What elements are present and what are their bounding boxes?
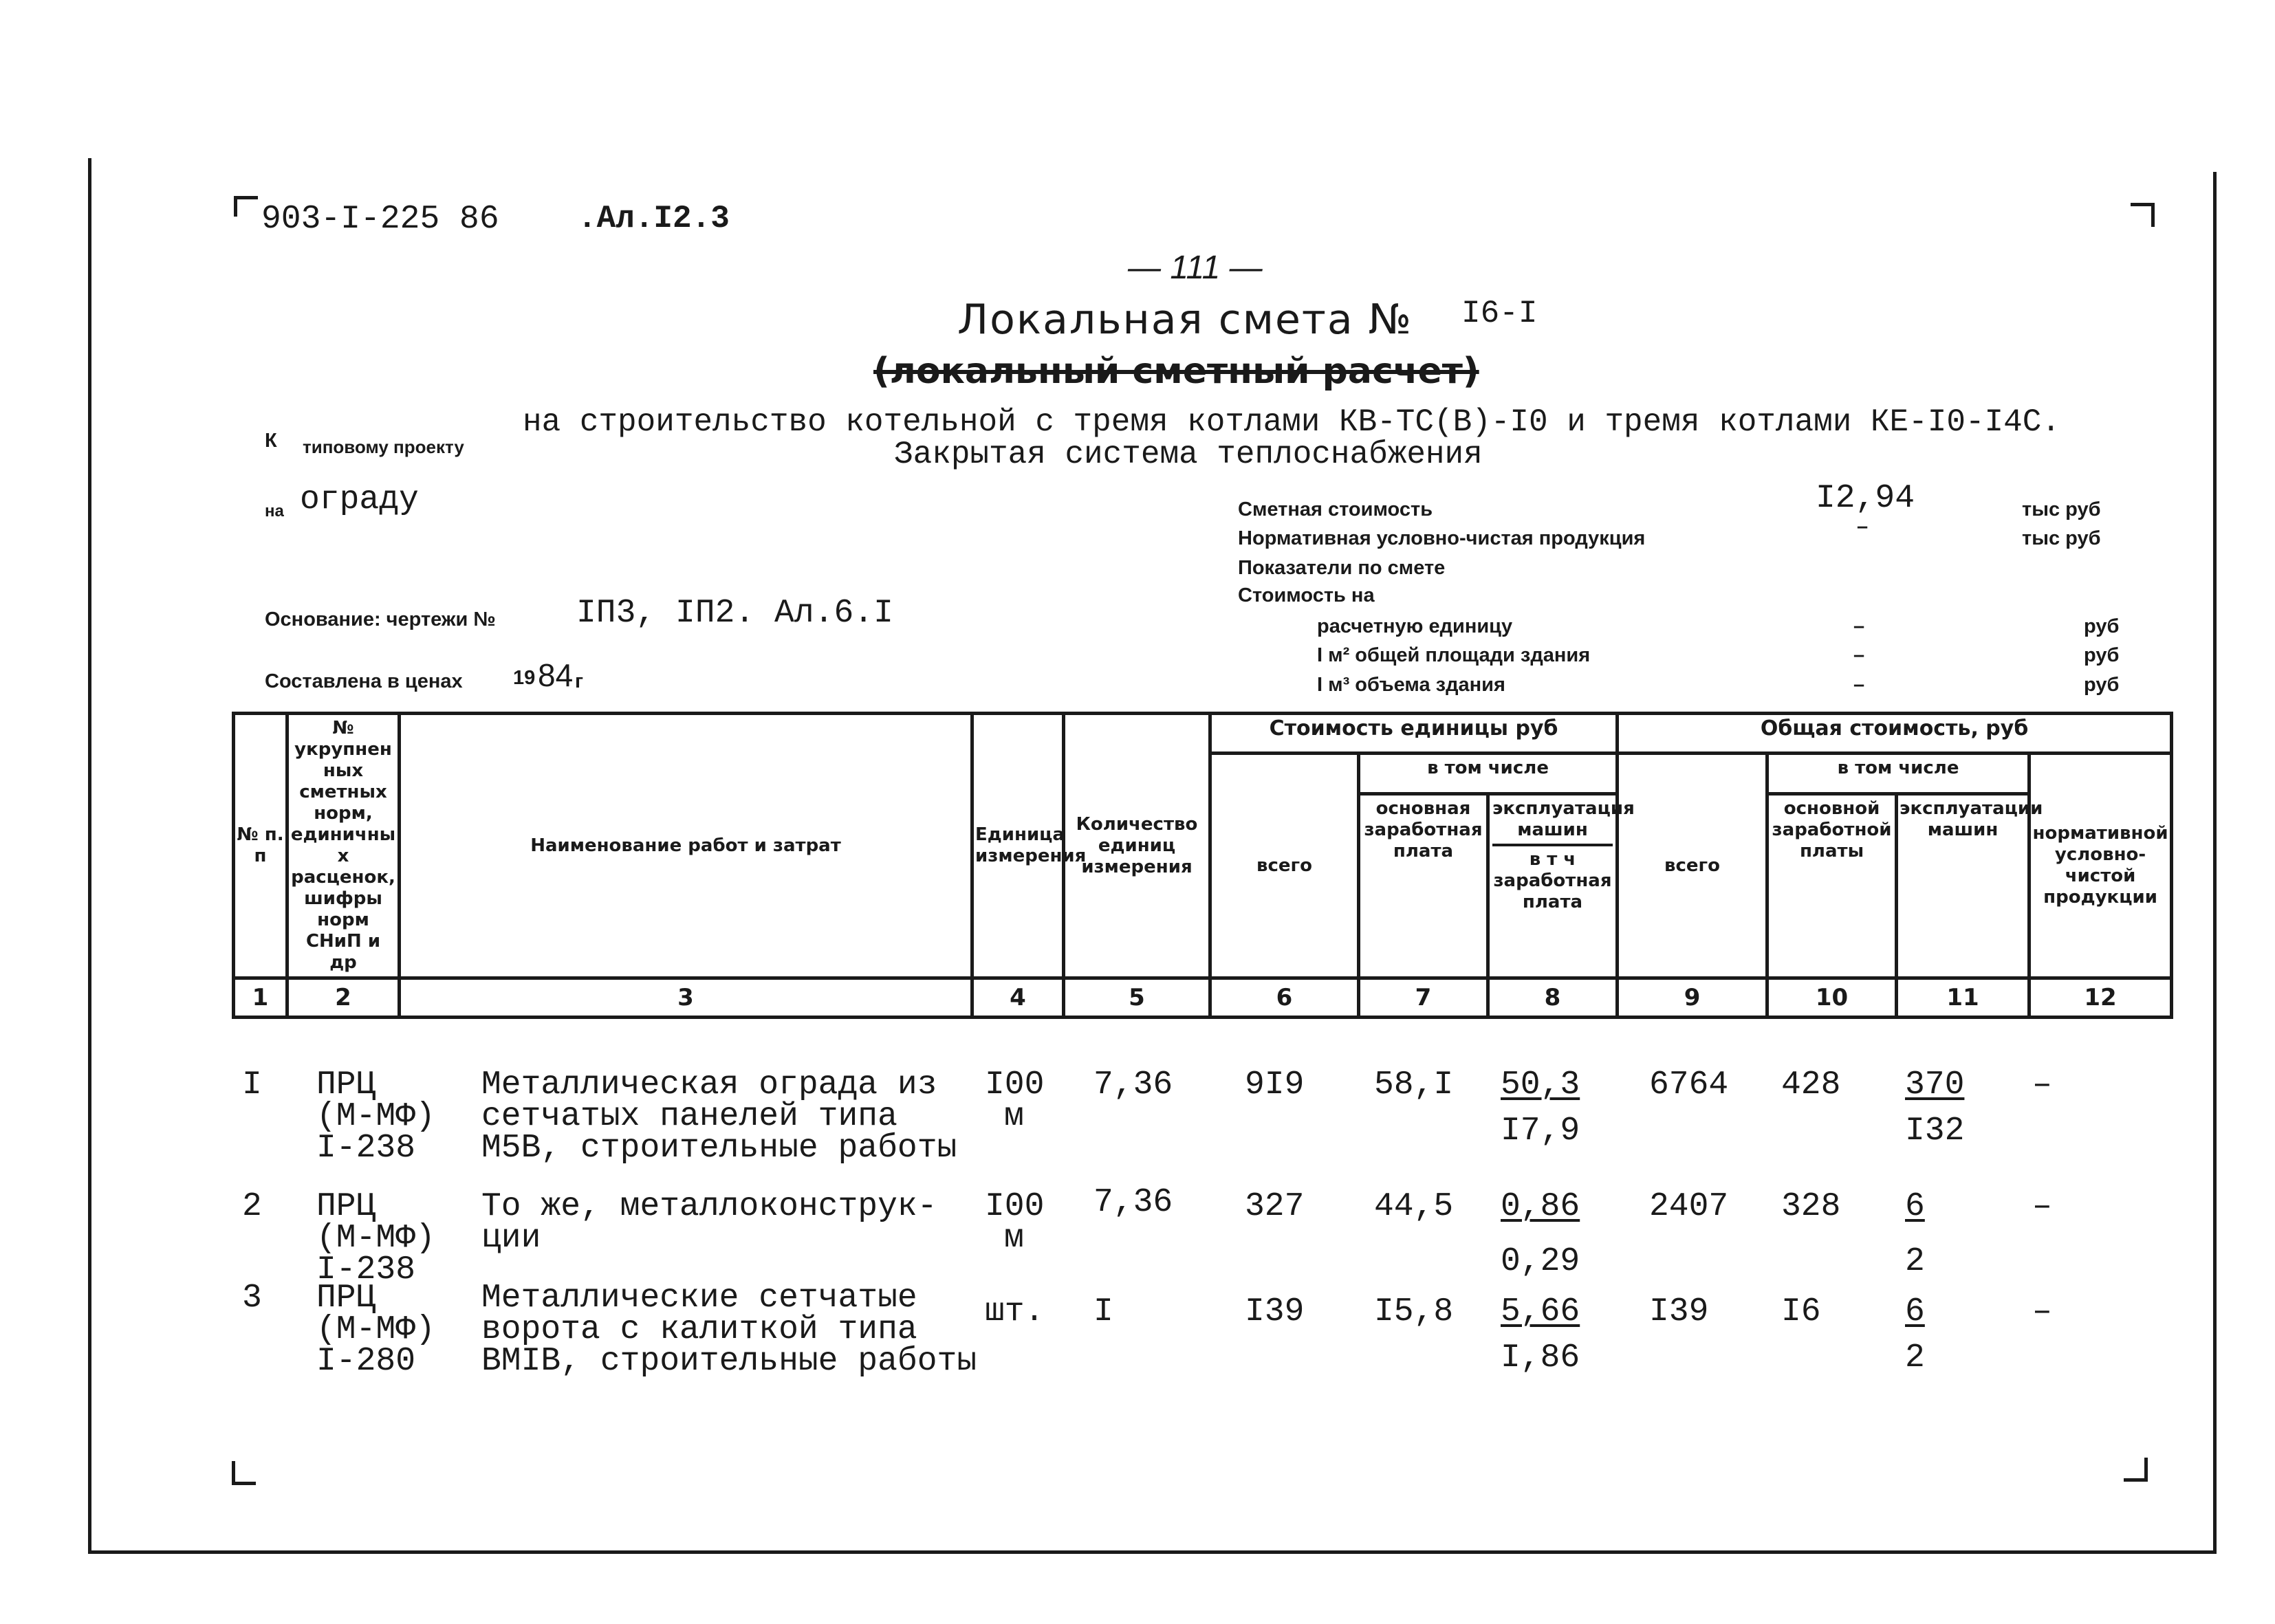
row-unit-line: I00 [985, 1188, 1045, 1225]
column-number-5: 5 [1064, 978, 1210, 1018]
year-prefix: 19 [513, 667, 536, 689]
row-name-line: Металлическая ограда из [481, 1066, 937, 1104]
row-total: 2407 [1649, 1188, 1729, 1225]
frame-left-line [88, 158, 91, 1554]
year-unit: г [575, 670, 584, 692]
header-group-total-cost: Общая стоимость, руб [1618, 714, 2172, 754]
norm-product-label: Нормативная условно-чистая продукция [1238, 527, 1646, 549]
smeta-number: I6-I [1461, 296, 1538, 331]
row-quantity: I [1093, 1293, 1113, 1330]
k-label: К [265, 430, 277, 452]
year-value: 84 [538, 657, 574, 693]
row-price-total: 327 [1245, 1188, 1305, 1225]
corner-mark-top-right [2151, 203, 2155, 227]
row-code-line: (М-МФ) [316, 1311, 435, 1348]
na-label: на [265, 502, 284, 520]
column-number-7: 7 [1359, 978, 1488, 1018]
column-number-4: 4 [972, 978, 1064, 1018]
row-norm-product: – [2032, 1293, 2052, 1330]
row-price-salary: 58,I [1374, 1066, 1454, 1104]
m2-value: – [1853, 644, 1865, 666]
row-name-line: ворота с калиткой типа [481, 1311, 917, 1348]
m2-label: I м² общей площади здания [1317, 644, 1591, 666]
header-col-quantity: Количество единиц измерения [1064, 714, 1210, 978]
column-number-10: 10 [1767, 978, 1897, 1018]
row-code-line: I-238 [316, 1130, 416, 1167]
row-number: 3 [242, 1280, 262, 1317]
row-total-salary: I6 [1781, 1293, 1821, 1330]
header-col-unit-total: всего [1210, 754, 1359, 978]
row-total-machines: 6 [1905, 1188, 1925, 1225]
m2-unit: руб [2084, 644, 2120, 666]
m3-value: – [1853, 674, 1865, 696]
m3-unit: руб [2084, 674, 2120, 696]
estimate-table-header [232, 712, 2173, 1019]
row-number: I [242, 1066, 262, 1104]
row-code-line: I-280 [316, 1343, 416, 1380]
header-col-unit-machines [1488, 794, 1635, 978]
header-machines-salary: в т ч заработная плата [1493, 849, 1612, 912]
object-name: ограду [300, 481, 419, 518]
stoimost-na-label: Стоимость на [1238, 584, 1375, 606]
tipovomu-proektu-label: типовому проекту [303, 437, 464, 457]
frame-right-line [2213, 172, 2217, 1554]
row-code-line: (М-МФ) [316, 1220, 435, 1257]
row-total: I39 [1649, 1293, 1709, 1330]
header-unit-v-tom-chisle: в том числе [1359, 754, 1618, 794]
column-number-11: 11 [1897, 978, 2029, 1018]
page-title: Локальная смета № [957, 296, 1413, 344]
row-price-machines: 0,86 [1501, 1188, 1580, 1225]
row-total-salary: 328 [1781, 1188, 1841, 1225]
smetnaya-stoimost-value: I2,94 [1816, 480, 1915, 517]
smetnaya-stoimost-unit: тыс руб [2022, 498, 2101, 520]
row-name-line: сетчатых панелей типа [481, 1098, 897, 1135]
raschetnaya-edinica-label: расчетную единицу [1317, 615, 1513, 637]
smetnaya-stoimost-label: Сметная стоимость [1238, 498, 1433, 520]
row-total: 6764 [1649, 1066, 1729, 1104]
row-price-salary: I5,8 [1374, 1293, 1454, 1330]
header-group-unit-cost: Стоимость единицы руб [1210, 714, 1618, 754]
row-price-total: 9I9 [1245, 1066, 1305, 1104]
column-number-9: 9 [1618, 978, 1767, 1018]
header-machines-top: эксплуатация машин [1492, 798, 1613, 846]
row-name-line: ции [481, 1220, 541, 1257]
row-quantity: 7,36 [1093, 1184, 1173, 1221]
row-norm-product: – [2032, 1066, 2052, 1104]
row-unit-line: м [1004, 1098, 1024, 1135]
header-col-norm-product: нормативной условно-чистой продукции [2029, 754, 2172, 978]
page-number: — 111 — [1128, 250, 1263, 286]
header-col-name: Наименование работ и затрат [400, 714, 972, 978]
m3-label: I м³ объема здания [1317, 674, 1505, 696]
row-unit-line: I00 [985, 1066, 1045, 1104]
row-unit-line: шт. [985, 1293, 1045, 1330]
document-code: 903-I-225 86 [261, 201, 499, 238]
row-code-line: ПРЦ [316, 1066, 376, 1104]
album-reference: .Ал.I2.3 [578, 201, 730, 237]
header-col-unit: Единица измерения [972, 714, 1064, 978]
row-total-salary: 428 [1781, 1066, 1841, 1104]
row-price-machines: 50,3 [1501, 1066, 1580, 1104]
header-col-total: всего [1618, 754, 1767, 978]
row-number: 2 [242, 1188, 262, 1225]
header-col-code: № укрупненных сметных норм, единичных расценок, шифры норм СНиП и др [287, 714, 400, 978]
row-price-salary: 44,5 [1374, 1188, 1454, 1225]
osnovanie-value: IП3, IП2. Ал.6.I [576, 595, 893, 632]
row-name-line: То же, металлоконструк- [481, 1188, 937, 1225]
row-price-machines-salary: 0,29 [1501, 1243, 1580, 1280]
norm-product-value: – [1857, 516, 1869, 538]
header-total-v-tom-chisle: в том числе [1767, 754, 2029, 794]
row-name-line: Металлические сетчатые [481, 1280, 917, 1317]
norm-product-unit: тыс руб [2022, 527, 2101, 549]
row-price-machines-salary: I7,9 [1501, 1112, 1580, 1150]
raschetnaya-edinica-unit: руб [2084, 615, 2120, 637]
row-total-machines-salary: I32 [1905, 1112, 1965, 1150]
row-price-machines: 5,66 [1501, 1293, 1580, 1330]
row-total-machines: 370 [1905, 1066, 1965, 1104]
row-name-line: ВМIВ, строительные работы [481, 1343, 977, 1380]
project-description-line1: на строительство котельной с тремя котлами КВ-ТС(В)-I0 и тремя котлами КЕ-I0-I4С. [523, 404, 2060, 440]
raschetnaya-edinica-value: – [1853, 615, 1865, 637]
row-code-line: ПРЦ [316, 1280, 376, 1317]
row-price-machines-salary: I,86 [1501, 1339, 1580, 1376]
sostavlena-label: Составлена в ценах [265, 670, 463, 692]
row-code-line: ПРЦ [316, 1188, 376, 1225]
row-total-machines-salary: 2 [1905, 1339, 1925, 1376]
header-col-number: № п. п [234, 714, 287, 978]
column-number-8: 8 [1488, 978, 1618, 1018]
frame-bottom-line [88, 1550, 2217, 1554]
row-quantity: 7,36 [1093, 1066, 1173, 1104]
header-col-unit-salary: основная заработная плата [1359, 794, 1488, 978]
row-unit-line: м [1004, 1220, 1024, 1257]
pokazateli-label: Показатели по смете [1238, 557, 1446, 579]
column-number-12: 12 [2029, 978, 2172, 1018]
subtitle-struck: (локальный сметный расчет) [873, 351, 1479, 392]
project-description-line2: Закрытая система теплоснабжения [894, 437, 1483, 472]
column-number-6: 6 [1210, 978, 1359, 1018]
row-price-total: I39 [1245, 1293, 1305, 1330]
row-norm-product: – [2032, 1188, 2052, 1225]
row-name-line: М5В, строительные работы [481, 1130, 957, 1167]
header-col-total-salary: основной заработной платы [1767, 794, 1897, 978]
header-col-total-machines: эксплуатации машин [1897, 794, 2029, 978]
osnovanie-label: Основание: чертежи № [265, 608, 496, 630]
row-total-machines: 6 [1905, 1293, 1925, 1330]
column-number-1: 1 [234, 978, 287, 1018]
row-code-line: (М-МФ) [316, 1098, 435, 1135]
column-number-3: 3 [400, 978, 972, 1018]
row-total-machines-salary: 2 [1905, 1243, 1925, 1280]
row-code-line: I-238 [316, 1251, 416, 1288]
column-number-2: 2 [287, 978, 400, 1018]
